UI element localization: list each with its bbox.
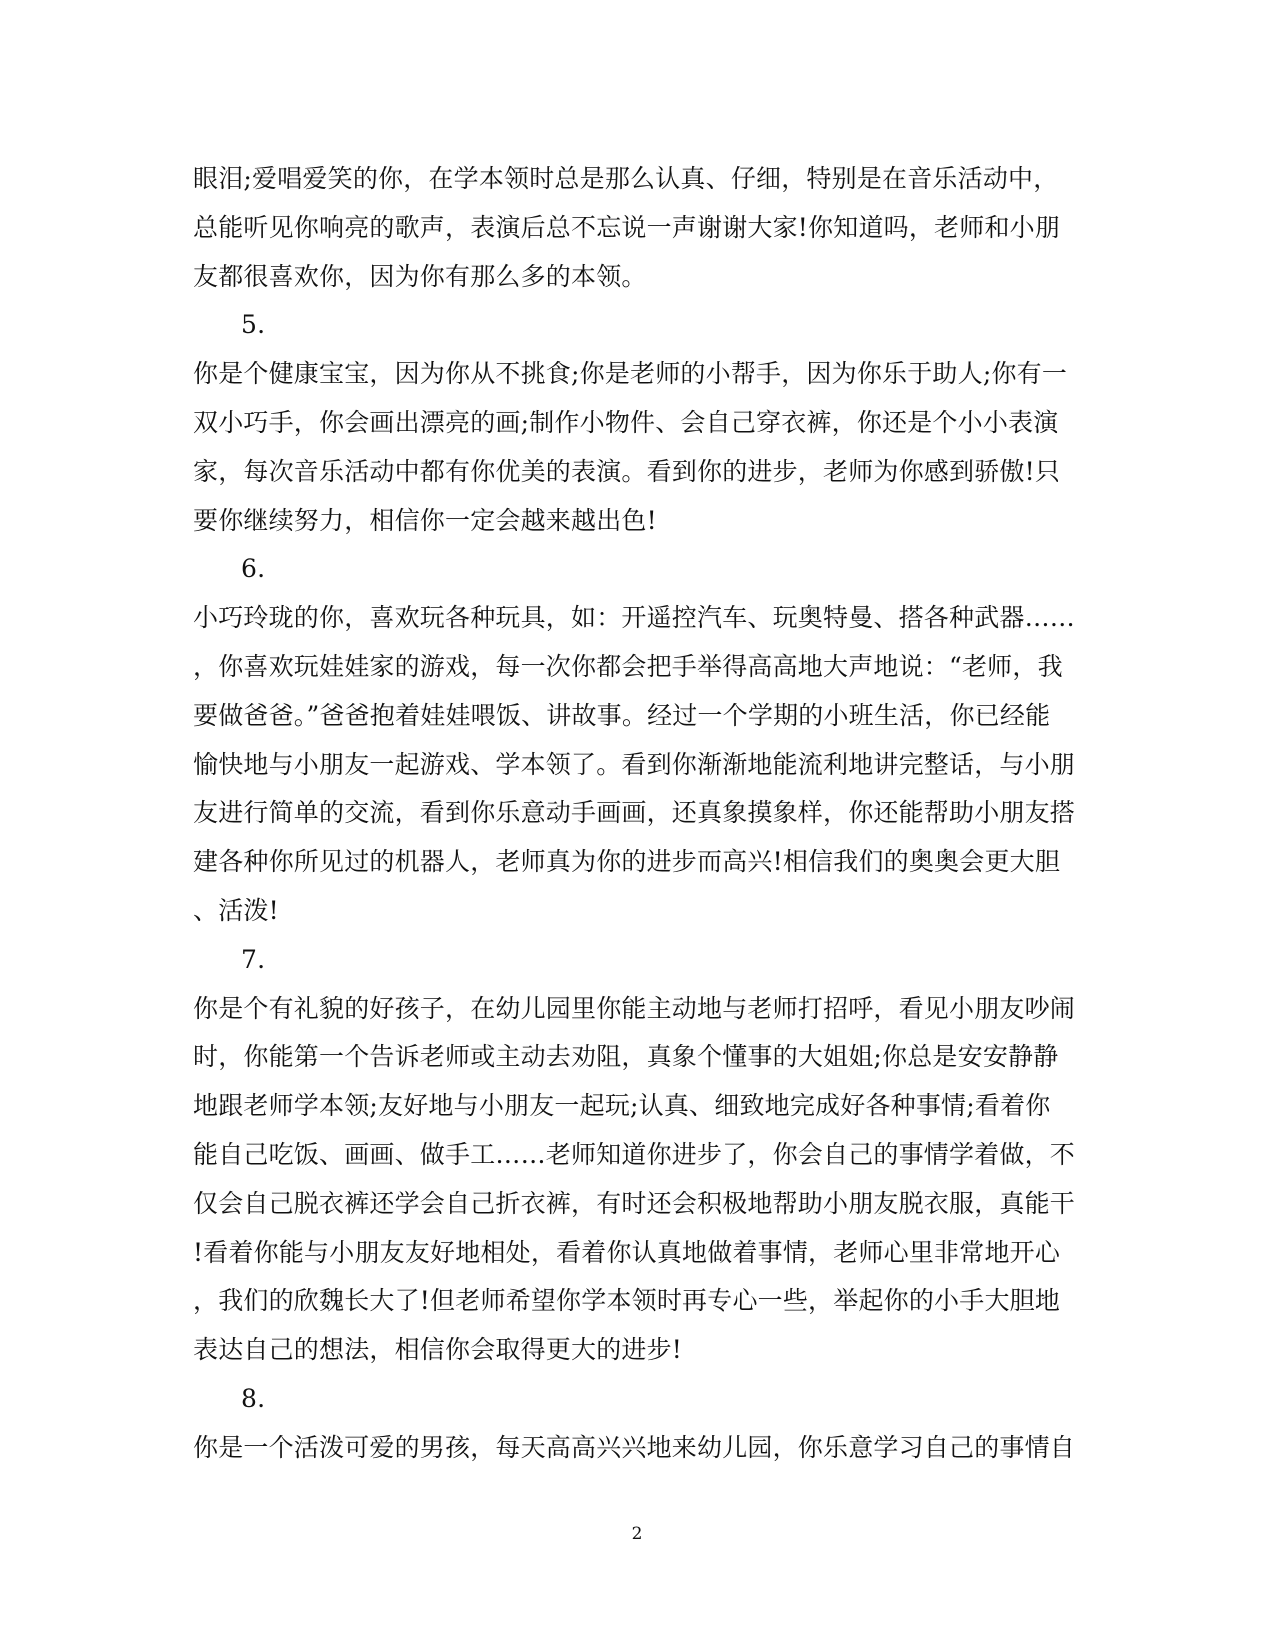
- text-line: 愉快地与小朋友一起游戏、学本领了。看到你渐渐地能流利地讲完整话，与小朋: [193, 749, 1076, 779]
- text-line: 仅会自己脱衣裤还学会自己折衣裤，有时还会积极地帮助小朋友脱衣服，真能干: [193, 1188, 1076, 1218]
- text-line: 表达自己的想法，相信你会取得更大的进步!: [193, 1335, 683, 1365]
- text-line: 要你继续努力，相信你一定会越来越出色!: [193, 505, 657, 535]
- text-line: 总能听见你响亮的歌声，表演后总不忘说一声谢谢大家!你知道吗，老师和小朋: [193, 212, 1061, 242]
- text-line: 友都很喜欢你，因为你有那么多的本领。: [193, 261, 647, 291]
- item-number: 7.: [241, 944, 266, 974]
- text-line: 你是个有礼貌的好孩子，在幼儿园里你能主动地与老师打招呼，看见小朋友吵闹: [193, 993, 1076, 1023]
- text-line: 友进行简单的交流，看到你乐意动手画画，还真象摸象样，你还能帮助小朋友搭: [193, 798, 1076, 828]
- text-line: ，我们的欣魏长大了!但老师希望你学本领时再专心一些，举起你的小手大胆地: [193, 1286, 1061, 1316]
- text-line: 地跟老师学本领;友好地与小朋友一起玩;认真、细致地完成好各种事情;看着你: [193, 1091, 1051, 1121]
- body-text: [193, 155, 1076, 1473]
- text-line: 眼泪;爱唱爱笑的你，在学本领时总是那么认真、仔细，特别是在音乐活动中，: [193, 164, 1059, 193]
- item-number: 5.: [241, 310, 266, 340]
- text-line: 能自己吃饭、画画、做手工……老师知道你进步了，你会自己的事情学着做，不: [193, 1139, 1076, 1169]
- text-line: 小巧玲珑的你，喜欢玩各种玩具，如：开遥控汽车、玩奥特曼、搭各种武器……: [193, 603, 1076, 633]
- text-line: 要做爸爸。”爸爸抱着娃娃喂饭、讲故事。经过一个学期的小班生活，你已经能: [193, 700, 1051, 730]
- text-line: 双小巧手，你会画出漂亮的画;制作小物件、会自己穿衣裤，你还是个小小表演: [193, 407, 1059, 437]
- text-line: 时，你能第一个告诉老师或主动去劝阻，真象个懂事的大姐姐;你总是安安静静: [193, 1042, 1059, 1072]
- text-line: 你是个健康宝宝，因为你从不挑食;你是老师的小帮手，因为你乐于助人;你有一: [193, 359, 1068, 389]
- text-line: ，你喜欢玩娃娃家的游戏，每一次你都会把手举得高高地大声地说：“老师，我: [193, 651, 1063, 681]
- item-number: 8.: [241, 1383, 266, 1413]
- item-number: 6.: [241, 554, 266, 584]
- text-line: 家，每次音乐活动中都有你优美的表演。看到你的进步，老师为你感到骄傲!只: [193, 456, 1061, 486]
- text-line: 、活泼!: [193, 895, 279, 925]
- text-line: 建各种你所见过的机器人，老师真为你的进步而高兴!相信我们的奥奥会更大胆: [193, 847, 1061, 877]
- page-number: 2: [631, 1524, 643, 1544]
- text-line: 你是一个活泼可爱的男孩，每天高高兴兴地来幼儿园，你乐意学习自己的事情自: [193, 1432, 1076, 1462]
- text-line: !看着你能与小朋友友好地相处，看着你认真地做着事情，老师心里非常地开心: [193, 1237, 1061, 1267]
